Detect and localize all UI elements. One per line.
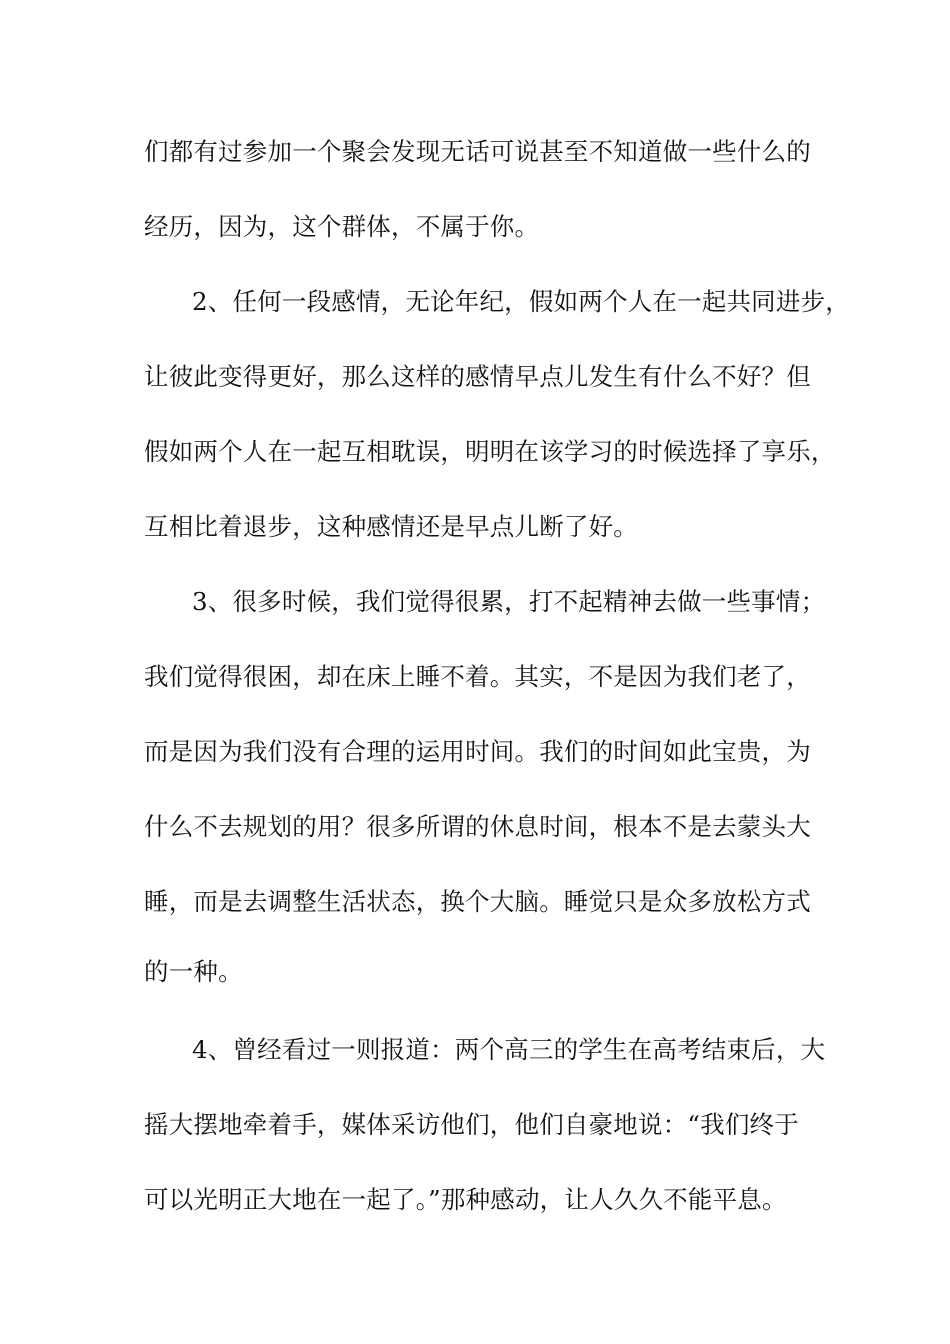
text-line-15: 可以光明正大地在一起了。”那种感动，让人久久不能平息。 (144, 1185, 787, 1214)
text-line-8: 我们觉得很困，却在床上睡不着。其实，不是因为我们老了， (144, 662, 811, 691)
text-line-5: 假如两个人在一起互相耽误，明明在该学习的时候选择了享乐， (144, 437, 836, 466)
paragraph-2-start: 2、任何一段感情，无论年纪，假如两个人在一起共同进步， (192, 287, 850, 316)
paragraph-4-start: 4、曾经看过一则报道：两个高三的学生在高考结束后，大 (192, 1035, 826, 1064)
text-line-4: 让彼此变得更好，那么这样的感情早点儿发生有什么不好？但 (144, 362, 811, 391)
text-line-1: 们都有过参加一个聚会发现无话可说甚至不知道做一些什么的 (144, 137, 811, 166)
text-line-10: 什么不去规划的用？很多所谓的休息时间，根本不是去蒙头大 (144, 812, 811, 841)
text-line-14: 摇大摆地牵着手，媒体采访他们，他们自豪地说：“我们终于 (144, 1110, 799, 1139)
text-line-11: 睡，而是去调整生活状态，换个大脑。睡觉只是众多放松方式 (144, 887, 811, 916)
text-line-6: 互相比着退步，这种感情还是早点儿断了好。 (144, 512, 638, 541)
text-line-9: 而是因为我们没有合理的运用时间。我们的时间如此宝贵，为 (144, 737, 811, 766)
text-line-12: 的一种。 (144, 957, 243, 986)
text-line-2: 经历，因为，这个群体，不属于你。 (144, 212, 540, 241)
paragraph-3-start: 3、很多时候，我们觉得很累，打不起精神去做一些事情； (192, 587, 826, 616)
